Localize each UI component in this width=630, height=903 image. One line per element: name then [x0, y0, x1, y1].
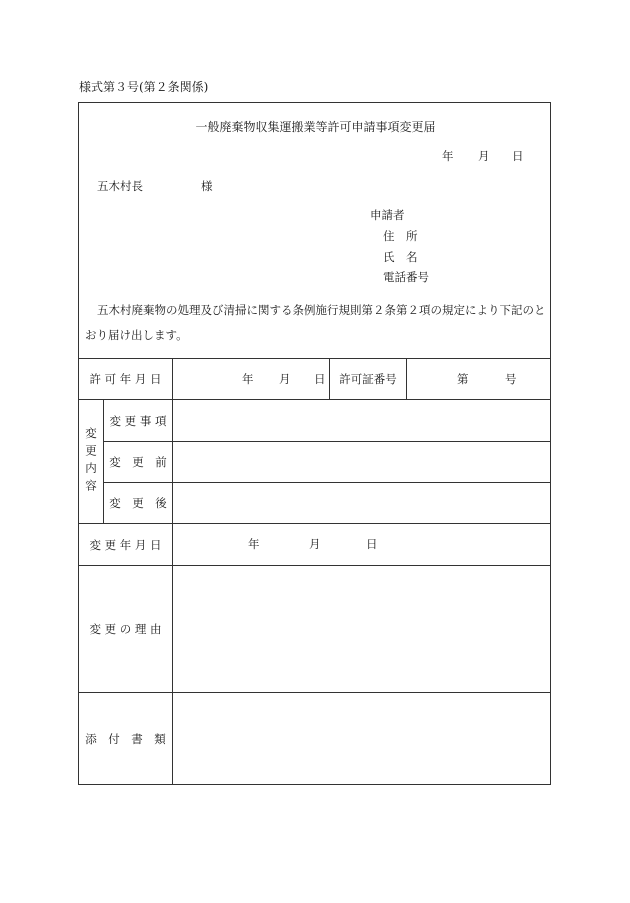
addressee-name: 五木村長: [97, 179, 143, 193]
form-number: 様式第３号(第２条関係): [79, 80, 209, 94]
change-contents-label: [79, 400, 103, 523]
date-month: 月: [478, 149, 490, 163]
change-item-label: 変 更 事 項: [109, 413, 167, 428]
change-date-year: 年: [248, 537, 260, 551]
change-contents-text: 変更内容: [84, 426, 98, 497]
applicant-name-label: 氏 名: [383, 250, 418, 264]
change-before-label: 変 更 前: [109, 455, 167, 469]
change-date-label: 変 更 年 月 日: [89, 537, 162, 552]
permit-date-day: 日: [314, 372, 326, 386]
permit-number-suffix: 号: [505, 372, 517, 386]
form-title: 一般廃棄物収集運搬業等許可申請事項変更届: [195, 120, 436, 134]
date-year: 年: [442, 149, 454, 163]
applicant-phone-label: 電話番号: [383, 270, 429, 284]
applicant-heading: 申請者: [370, 208, 405, 222]
permit-number-value-rule: [406, 358, 407, 399]
change-date-day: 日: [366, 537, 378, 551]
permit-number-label: 許可証番号: [339, 372, 397, 386]
change-reason-label: 変 更 の 理 由: [89, 622, 162, 636]
date-day: 日: [512, 149, 524, 163]
permit-number-prefix: 第: [457, 372, 469, 386]
permit-date-label: 許 可 年 月 日: [89, 372, 162, 386]
addressee-honorific: 様: [201, 179, 213, 193]
permit-date-year: 年: [242, 372, 254, 386]
attachments-label: 添 付 書 類: [85, 731, 166, 746]
permit-date-month: 月: [279, 372, 291, 386]
body-text: 五木村廃棄物の処理及び清掃に関する条例施行規則第２条第２項の規定により下記のとおり届け出します。: [85, 303, 546, 342]
applicant-address-label: 住 所: [383, 229, 418, 243]
label-column-rule: [172, 358, 173, 784]
form-box: [78, 102, 551, 785]
change-date-month: 月: [309, 537, 321, 551]
change-after-label: 変 更 後: [109, 496, 167, 510]
